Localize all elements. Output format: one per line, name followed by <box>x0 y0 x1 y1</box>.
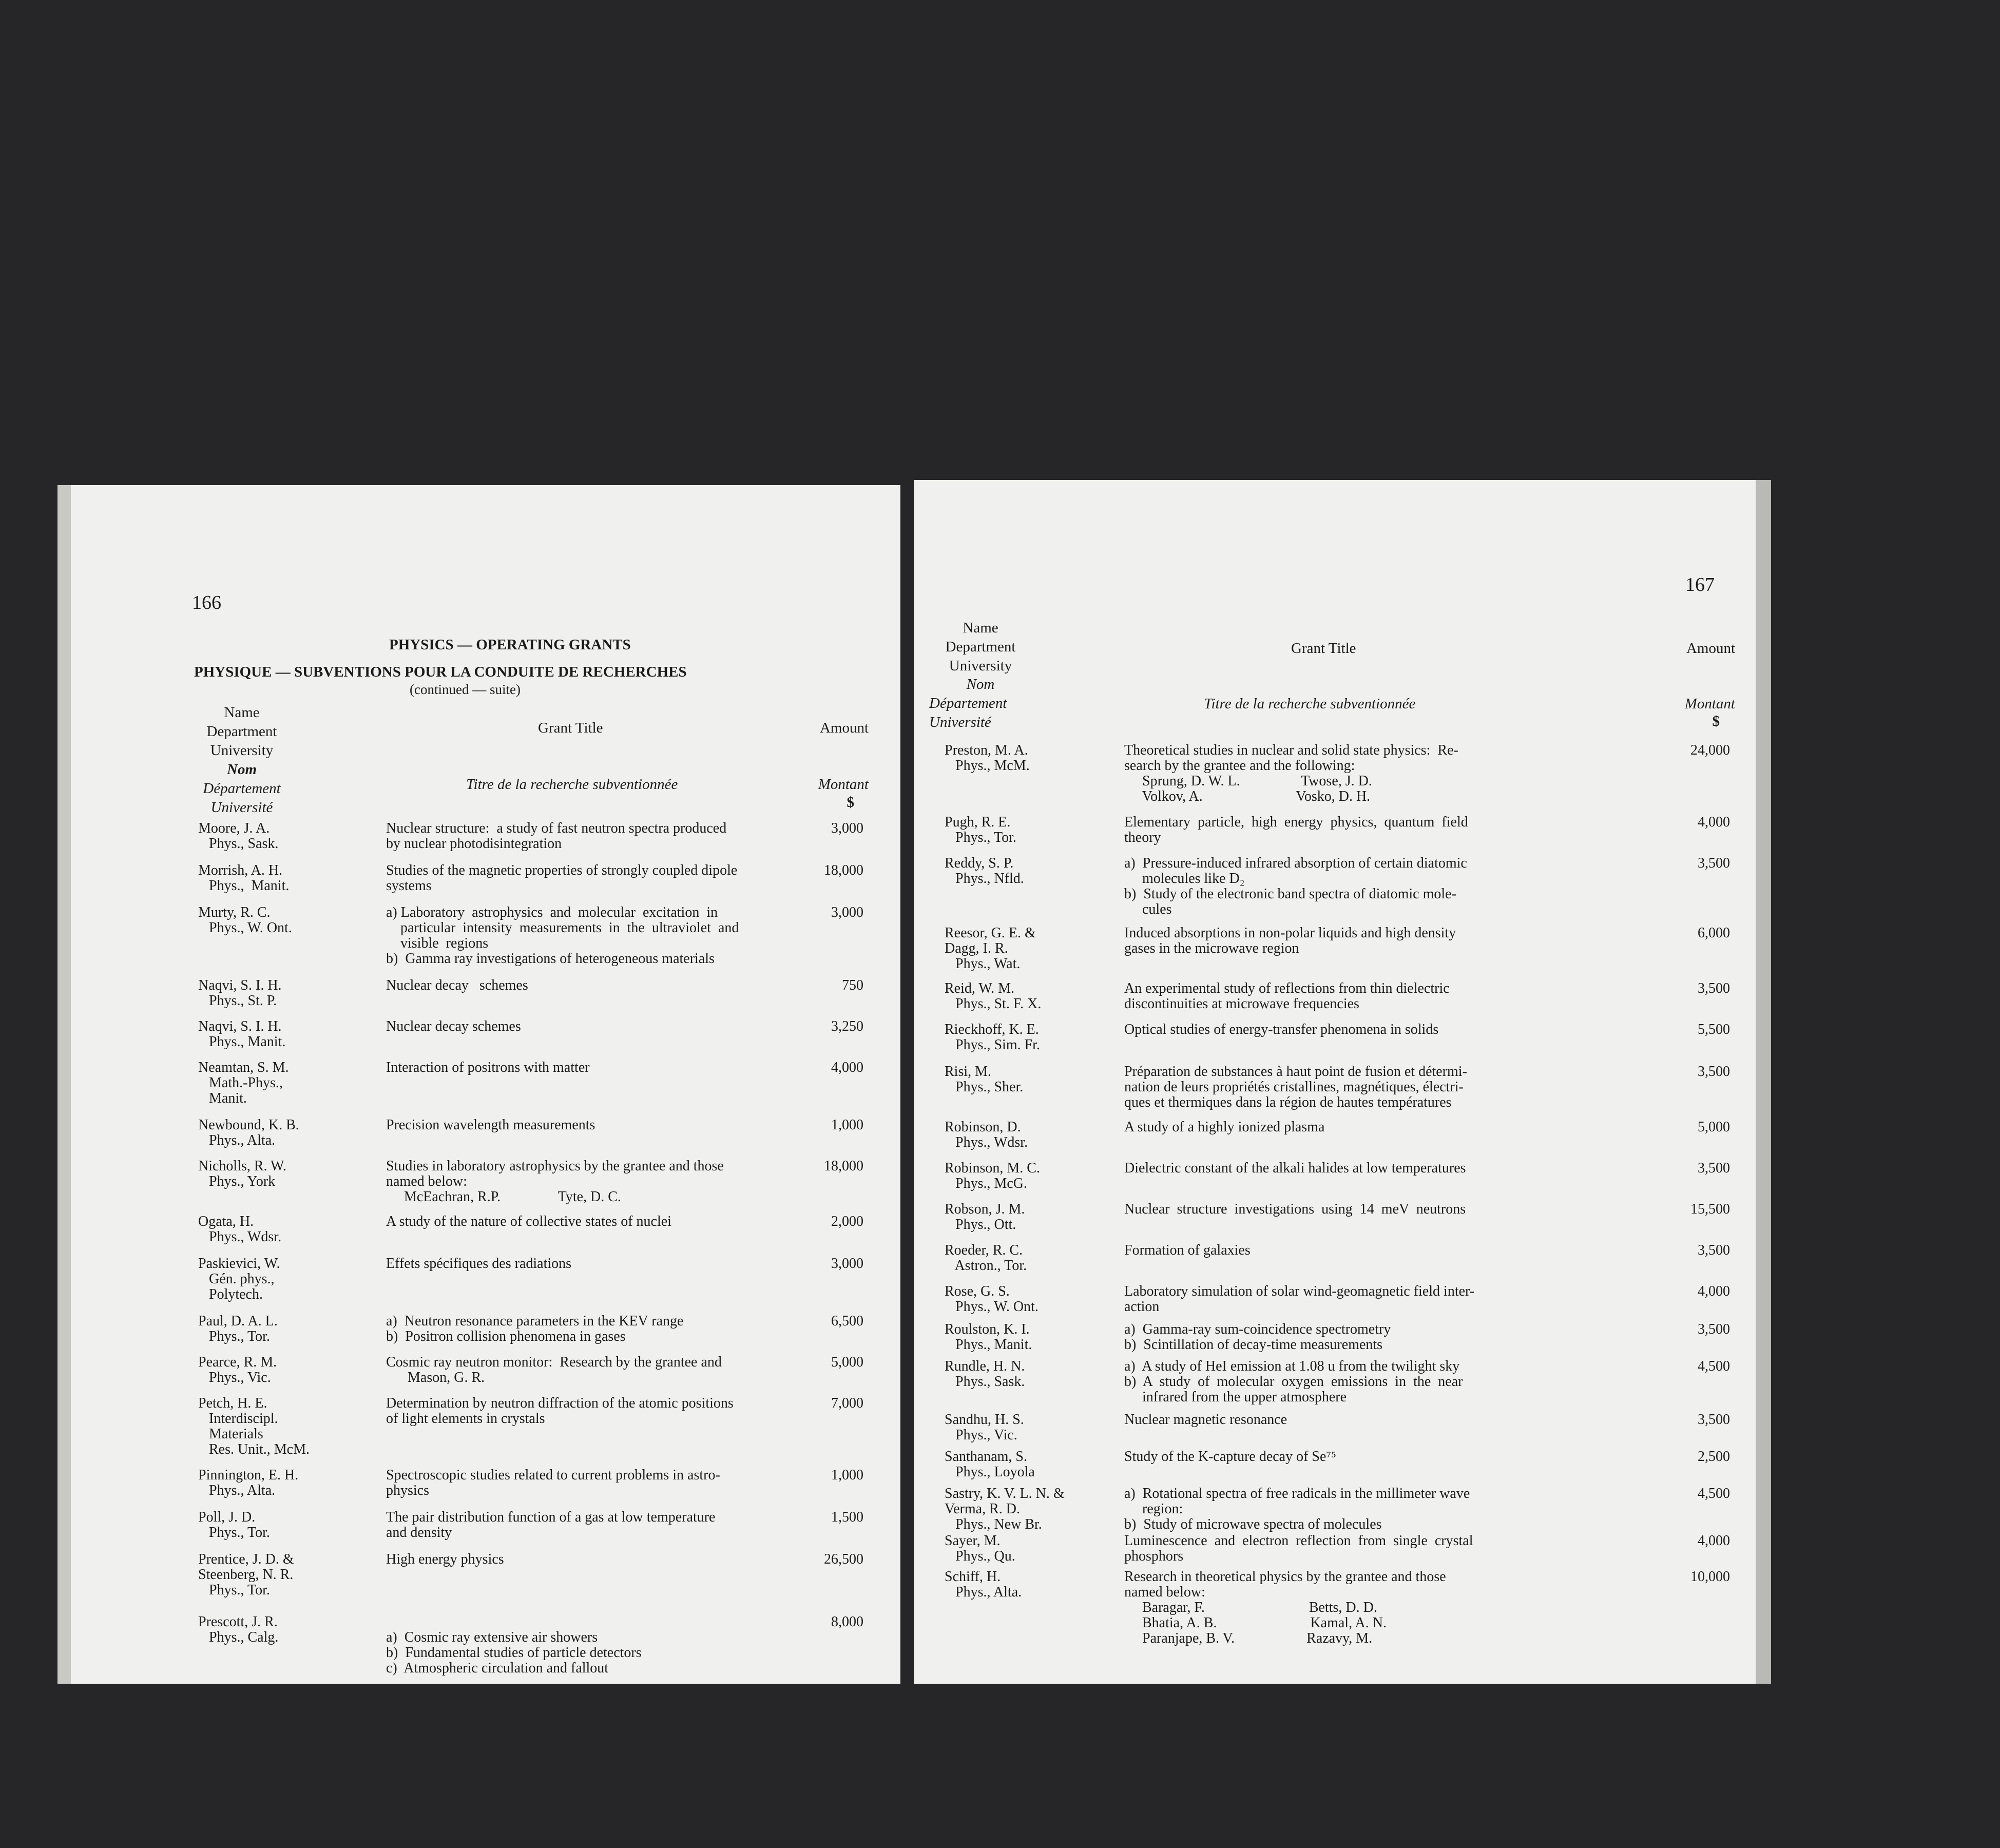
grant-title: The pair distribution function of a gas at low temperature and density <box>386 1509 716 1541</box>
grant-amount: 3,500 <box>1698 855 1730 871</box>
grantee-name: Ogata, H. Phys., Wdsr. <box>198 1214 282 1245</box>
grant-amount: 3,000 <box>831 820 863 836</box>
grantee-name: Sayer, M. Phys., Qu. <box>945 1533 1015 1564</box>
header-grant-title-fr: Titre de la recherche subventionnée <box>466 776 678 793</box>
grant-amount: 3,500 <box>1698 1321 1730 1337</box>
grant-title: Research in theoretical physics by the grantee and those named below: Baragar, F. Betts, D. D. Bhatia, A. B. Kamal, A. N. Paranjape, B. V. Razavy, M. <box>1124 1569 1446 1646</box>
grantee-name: Santhanam, S. Phys., Loyola <box>945 1449 1035 1480</box>
grant-amount: 4,000 <box>1698 1533 1730 1549</box>
header-nom-fr: Nom <box>966 676 995 692</box>
grantee-name: Sastry, K. V. L. N. & Verma, R. D. Phys., New Br. <box>945 1486 1065 1532</box>
header-grant-title-en: Grant Title <box>1291 640 1356 657</box>
header-dept-fr: Département Université <box>203 780 281 816</box>
header-grant-title-fr: Titre de la recherche subventionnée <box>1204 696 1416 712</box>
grant-amount: 3,500 <box>1698 1160 1730 1176</box>
grantee-name: Prescott, J. R. Phys., Calg. <box>198 1614 279 1645</box>
grantee-name: Reesor, G. E. & Dagg, I. R. Phys., Wat. <box>945 925 1036 972</box>
grant-amount: 4,000 <box>831 1060 863 1075</box>
grantee-name: Moore, J. A. Phys., Sask. <box>198 820 279 852</box>
grant-amount: 4,000 <box>1698 1283 1730 1299</box>
grantee-name: Morrish, A. H. Phys., Manit. <box>198 862 290 894</box>
grant-title: Study of the K-capture decay of Se⁷⁵ <box>1124 1449 1336 1465</box>
grant-title: Spectroscopic studies related to current problems in astro- physics <box>386 1467 720 1498</box>
grant-title: Laboratory simulation of solar wind-geomagnetic field inter- action <box>1124 1283 1475 1315</box>
grant-title: Elementary particle, high energy physics, quantum field theory <box>1124 814 1468 845</box>
grantee-name: Rieckhoff, K. E. Phys., Sim. Fr. <box>945 1022 1040 1053</box>
grant-title: a) Pressure-induced infrared absorption of certain diatomic molecules like D₂ b) Study of the electronic band spectra of diatomic mole- cules <box>1124 855 1467 917</box>
grant-amount: 3,000 <box>831 1256 863 1272</box>
grantee-name: Reid, W. M. Phys., St. F. X. <box>945 980 1042 1012</box>
grant-amount: 18,000 <box>824 1158 863 1174</box>
grant-amount: 1,000 <box>831 1117 863 1133</box>
header-amount-en: Amount <box>1686 640 1735 657</box>
grantee-name: Robinson, D. Phys., Wdsr. <box>945 1119 1028 1150</box>
grant-title: Luminescence and electron reflection from single crystal phosphors <box>1124 1533 1473 1564</box>
grantee-name: Pinnington, E. H. Phys., Alta. <box>198 1467 299 1498</box>
header-amount-en: Amount <box>819 720 869 736</box>
grant-title: Theoretical studies in nuclear and solid state physics: Re- search by the grantee and the following: Sprung, D. W. L. Twose, J. D. Volkov, A. Vosko, D. H. <box>1124 742 1458 804</box>
grant-amount: 26,500 <box>824 1551 863 1567</box>
header-currency: $ <box>1712 713 1720 729</box>
grant-title: An experimental study of reflections from thin dielectric discontinuities at microwave frequencies <box>1124 980 1450 1012</box>
grant-title: Induced absorptions in non-polar liquids and high density gases in the microwave region <box>1124 925 1456 956</box>
grant-title: a) Neutron resonance parameters in the KEV range b) Positron collision phenomena in gases <box>386 1313 684 1344</box>
header-dept-fr: Département Université <box>929 695 1007 730</box>
grant-amount: 6,000 <box>1698 925 1730 941</box>
grant-title: Formation of galaxies <box>1124 1242 1251 1258</box>
grant-amount: 3,250 <box>831 1018 863 1034</box>
grant-title: Nuclear structure: a study of fast neutron spectra produced by nuclear photodisintegration <box>386 820 727 852</box>
grantee-name: Rose, G. S. Phys., W. Ont. <box>945 1283 1039 1315</box>
grantee-name: Paul, D. A. L. Phys., Tor. <box>198 1313 278 1344</box>
grant-amount: 18,000 <box>824 862 863 878</box>
page-number: 166 <box>192 592 221 613</box>
grant-amount: 3,500 <box>1698 1242 1730 1258</box>
grant-title: Studies in laboratory astrophysics by the grantee and those named below: McEachran, R.P. Tyte, D. C. <box>386 1158 724 1205</box>
grant-title: Precision wavelength measurements <box>386 1117 595 1133</box>
grantee-name: Paskievici, W. Gén. phys., Polytech. <box>198 1256 280 1302</box>
header-nom-fr: Nom <box>227 761 257 778</box>
continued-note: (continued — suite) <box>410 682 521 697</box>
grantee-name: Preston, M. A. Phys., McM. <box>945 742 1030 774</box>
grant-title: a) Cosmic ray extensive air showers b) Fundamental studies of particle detectors c) Atmospheric circulation and fallout <box>386 1629 642 1676</box>
page-number: 167 <box>1685 574 1715 595</box>
grant-amount: 8,000 <box>831 1614 863 1630</box>
grant-title: a) A study of HeI emission at 1.08 u from the twilight sky b) A study of molecular oxygen emissions in the near infrared from the upper atmosphere <box>1124 1358 1463 1405</box>
grant-amount: 1,500 <box>831 1509 863 1525</box>
page-subtitle: PHYSIQUE — SUBVENTIONS POUR LA CONDUITE DE RECHERCHES <box>194 664 687 680</box>
grantee-name: Pugh, R. E. Phys., Tor. <box>945 814 1016 845</box>
grant-amount: 2,500 <box>1698 1449 1730 1465</box>
grantee-name: Naqvi, S. I. H. Phys., Manit. <box>198 1018 286 1050</box>
grantee-name: Petch, H. E. Interdiscipl. Materials Res. Unit., McM. <box>198 1395 310 1457</box>
grant-amount: 5,500 <box>1698 1022 1730 1037</box>
grant-title: Studies of the magnetic properties of strongly coupled dipole systems <box>386 862 738 894</box>
grant-amount: 4,500 <box>1698 1358 1730 1374</box>
grantee-name: Schiff, H. Phys., Alta. <box>945 1569 1022 1600</box>
grant-amount: 15,500 <box>1690 1201 1730 1217</box>
grantee-name: Prentice, J. D. & Steenberg, N. R. Phys., Tor. <box>198 1551 294 1598</box>
header-currency: $ <box>847 794 854 811</box>
grant-title: Interaction of positrons with matter <box>386 1060 590 1075</box>
header-name-en: Name Department University <box>206 704 277 759</box>
grant-amount: 3,000 <box>831 904 863 920</box>
grantee-name: Pearce, R. M. Phys., Vic. <box>198 1354 277 1385</box>
grant-title: Determination by neutron diffraction of the atomic positions of light elements in crystals <box>386 1395 734 1427</box>
grantee-name: Risi, M. Phys., Sher. <box>945 1064 1024 1095</box>
grant-title: a) Laboratory astrophysics and molecular excitation in particular intensity measurements in the ultraviolet and visible regions b) Gamma ray investigations of heterogeneous materials <box>386 904 739 967</box>
grantee-name: Sandhu, H. S. Phys., Vic. <box>945 1412 1024 1443</box>
grant-title: High energy physics <box>386 1551 504 1567</box>
grantee-name: Naqvi, S. I. H. Phys., St. P. <box>198 977 282 1009</box>
header-amount-fr: Montant <box>1684 696 1735 712</box>
grant-title: a) Gamma-ray sum-coincidence spectrometry b) Scintillation of decay-time measurements <box>1124 1321 1391 1353</box>
left-page <box>57 485 900 1684</box>
grantee-name: Robson, J. M. Phys., Ott. <box>945 1201 1025 1233</box>
grant-title: Cosmic ray neutron monitor: Research by the grantee and Mason, G. R. <box>386 1354 722 1385</box>
grant-amount: 4,000 <box>1698 814 1730 830</box>
grant-amount: 3,500 <box>1698 980 1730 996</box>
grant-title: Effets spécifiques des radiations <box>386 1256 572 1272</box>
grantee-name: Roulston, K. I. Phys., Manit. <box>945 1321 1032 1353</box>
grant-amount: 3,500 <box>1698 1412 1730 1428</box>
grant-amount: 3,500 <box>1698 1064 1730 1080</box>
grantee-name: Robinson, M. C. Phys., McG. <box>945 1160 1040 1191</box>
grant-title: Optical studies of energy-transfer phenomena in solids <box>1124 1022 1439 1037</box>
grantee-name: Rundle, H. N. Phys., Sask. <box>945 1358 1025 1390</box>
grant-title: Dielectric constant of the alkali halides at low temperatures <box>1124 1160 1466 1176</box>
grantee-name: Roeder, R. C. Astron., Tor. <box>945 1242 1027 1274</box>
grant-amount: 5,000 <box>1698 1119 1730 1135</box>
grantee-name: Poll, J. D. Phys., Tor. <box>198 1509 270 1541</box>
grant-title: Nuclear structure investigations using 14 meV neutrons <box>1124 1201 1466 1217</box>
page-title: PHYSICS — OPERATING GRANTS <box>389 637 631 653</box>
header-name-en: Name Department University <box>945 620 1016 674</box>
grant-amount: 10,000 <box>1690 1569 1730 1585</box>
grant-amount: 6,500 <box>831 1313 863 1329</box>
grantee-name: Neamtan, S. M. Math.-Phys., Manit. <box>198 1060 289 1106</box>
grant-title: Nuclear magnetic resonance <box>1124 1412 1287 1428</box>
grant-amount: 5,000 <box>831 1354 863 1370</box>
grant-amount: 4,500 <box>1698 1486 1730 1502</box>
grant-title: A study of the nature of collective states of nuclei <box>386 1214 671 1229</box>
grant-title: a) Rotational spectra of free radicals in the millimeter wave region: b) Study of microwave spectra of molecules <box>1124 1486 1470 1532</box>
grantee-name: Reddy, S. P. Phys., Nfld. <box>945 855 1024 887</box>
header-amount-fr: Montant <box>818 776 869 793</box>
grant-amount: 1,000 <box>831 1467 863 1483</box>
grant-title: Nuclear decay schemes <box>386 1018 521 1034</box>
grant-amount: 750 <box>842 977 863 993</box>
grantee-name: Newbound, K. B. Phys., Alta. <box>198 1117 299 1148</box>
grant-amount: 24,000 <box>1690 742 1730 758</box>
grant-amount: 7,000 <box>831 1395 863 1411</box>
grant-amount: 2,000 <box>831 1214 863 1229</box>
right-page <box>914 480 1771 1684</box>
grant-title: A study of a highly ionized plasma <box>1124 1119 1325 1135</box>
grant-title: Nuclear decay schemes <box>386 977 528 993</box>
header-grant-title-en: Grant Title <box>538 720 603 736</box>
grantee-name: Murty, R. C. Phys., W. Ont. <box>198 904 292 936</box>
grant-title: Préparation de substances à haut point de fusion et détermi- nation de leurs propriétés cristallines, magnétiques, électri- ques et thermiques dans la région de hautes températures <box>1124 1064 1467 1110</box>
grantee-name: Nicholls, R. W. Phys., York <box>198 1158 286 1189</box>
